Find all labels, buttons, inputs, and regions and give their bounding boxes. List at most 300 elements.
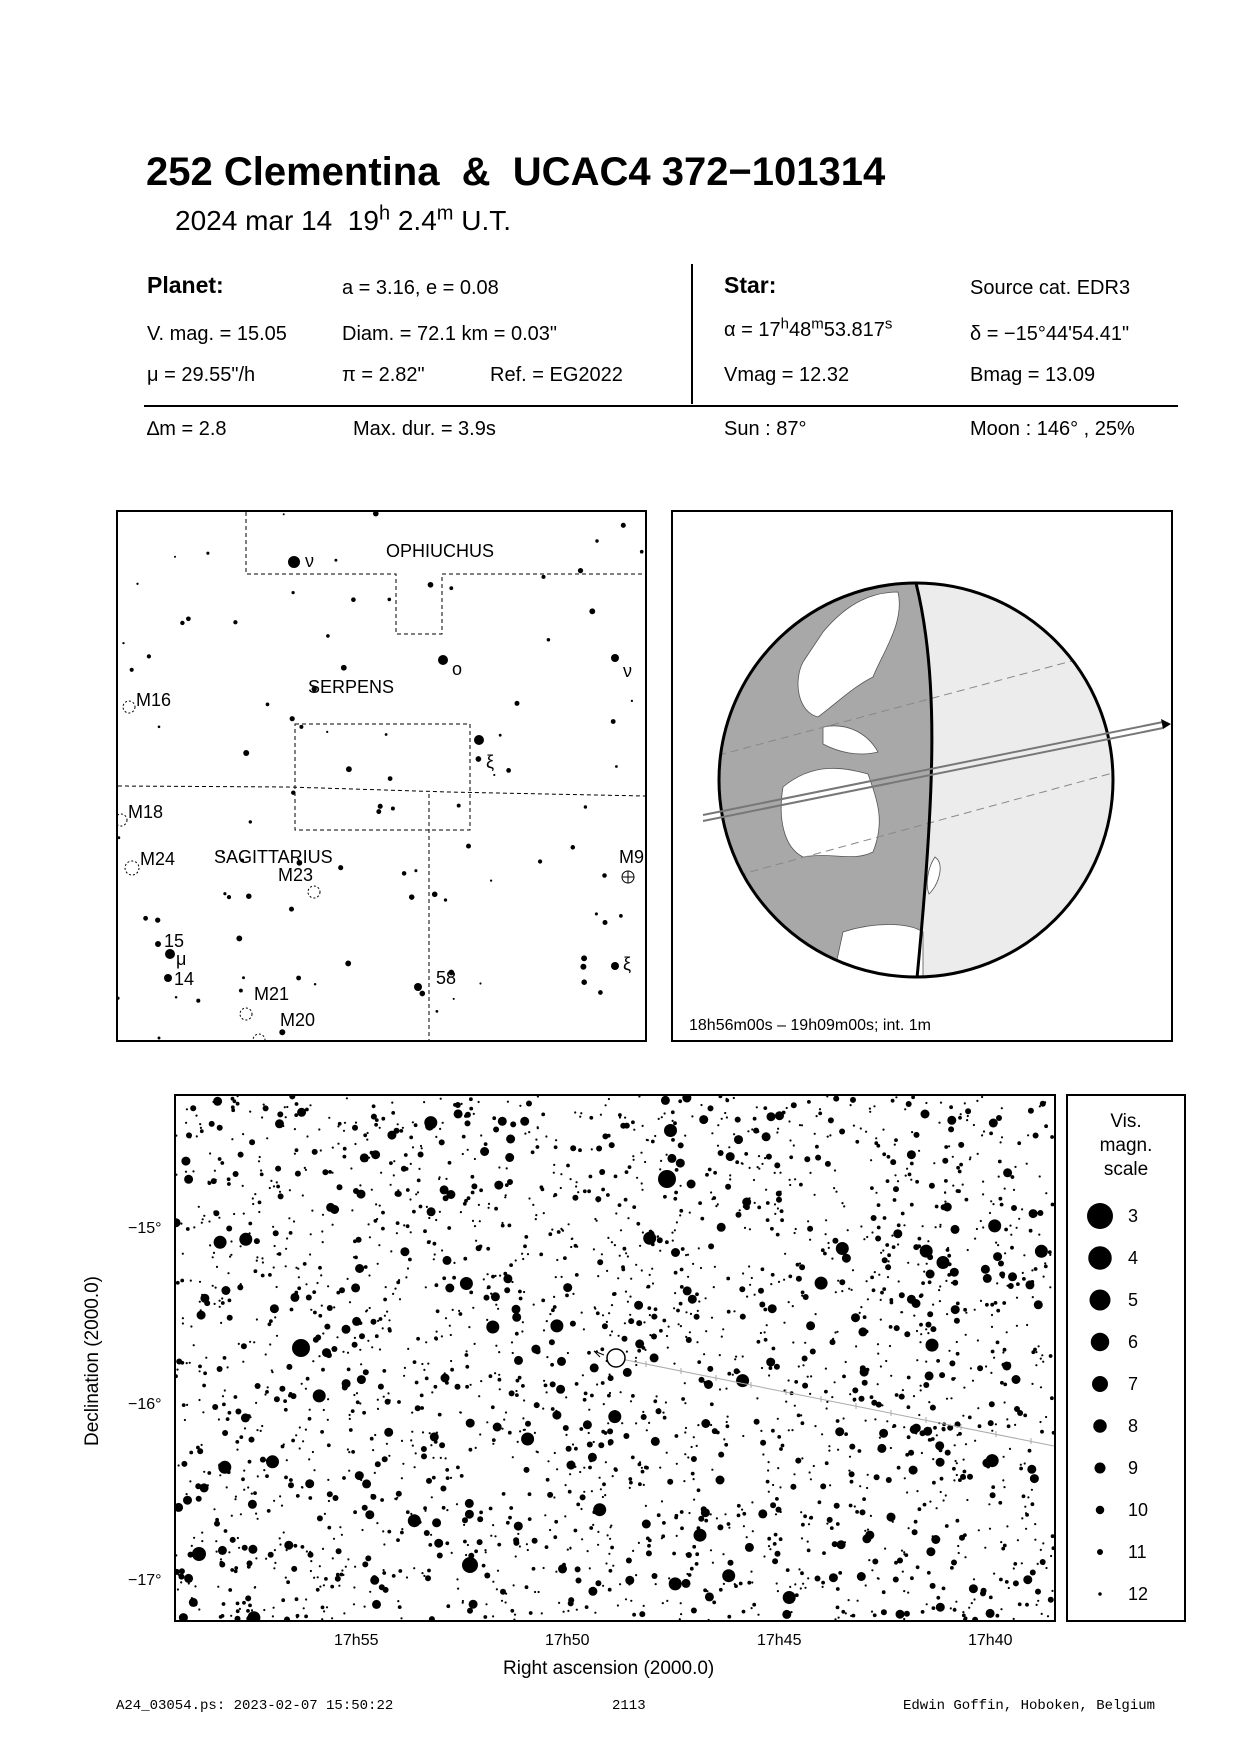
field-star [704, 1426, 706, 1428]
field-star [1011, 1175, 1015, 1179]
field-star [476, 1245, 482, 1251]
field-star [936, 1603, 945, 1612]
field-star [903, 1618, 905, 1620]
field-star [1051, 1203, 1054, 1207]
field-star [821, 1433, 823, 1435]
field-star [433, 1242, 437, 1246]
field-star [323, 1409, 325, 1411]
field-bright-star [462, 1557, 478, 1573]
field-star [879, 1429, 888, 1438]
field-star [786, 1568, 790, 1572]
field-star [379, 1127, 381, 1129]
field-star [431, 1391, 433, 1393]
field-star [606, 1193, 610, 1197]
field-star [892, 1521, 894, 1523]
field-star [208, 1220, 210, 1222]
field-star [904, 1331, 910, 1337]
field-star [463, 1540, 467, 1544]
field-star [242, 1361, 244, 1363]
field-star [875, 1236, 881, 1242]
field-star [612, 1475, 614, 1477]
field-star [494, 1181, 503, 1190]
field-star [599, 1477, 601, 1479]
field-star [872, 1288, 876, 1292]
field-star [876, 1402, 882, 1408]
field-star [695, 1292, 699, 1296]
field-star [359, 1184, 361, 1186]
field-star [276, 1335, 278, 1337]
field-star [276, 1185, 280, 1189]
field-star [624, 1123, 630, 1129]
field-star [660, 1160, 662, 1162]
field-star [828, 1247, 830, 1249]
field-star [403, 1224, 405, 1226]
field-star [958, 1142, 964, 1148]
field-star [666, 1452, 668, 1454]
field-star [284, 1476, 288, 1480]
field-star [606, 1270, 608, 1272]
field-star [859, 1312, 861, 1314]
field-star [955, 1601, 957, 1603]
field-star [465, 1365, 469, 1369]
field-star [501, 1224, 505, 1228]
field-star [685, 1336, 687, 1338]
field-star [956, 1462, 958, 1464]
field-star [679, 1209, 683, 1213]
field-star [227, 1315, 233, 1321]
field-star [845, 1361, 847, 1363]
field-star [867, 1474, 869, 1476]
field-star [383, 1396, 385, 1398]
field-star [950, 1397, 952, 1399]
field-star [918, 1150, 920, 1152]
field-star [930, 1326, 936, 1332]
field-star [634, 1301, 643, 1310]
field-star [523, 1244, 527, 1248]
field-star [234, 1566, 238, 1570]
field-star [382, 1369, 386, 1373]
finder-star [506, 768, 511, 773]
field-star [695, 1562, 699, 1566]
field-star [800, 1571, 804, 1575]
finder-star [351, 597, 356, 602]
field-star [949, 1105, 953, 1109]
field-star [691, 1456, 697, 1462]
field-star [766, 1480, 770, 1484]
field-star [212, 1285, 214, 1287]
field-star [581, 1538, 583, 1540]
field-star [915, 1180, 919, 1184]
field-star [678, 1099, 682, 1103]
field-star [698, 1201, 702, 1205]
field-star [948, 1145, 950, 1147]
ra-seconds: 53.817 [823, 319, 885, 341]
field-star [534, 1402, 540, 1408]
field-star [651, 1334, 657, 1340]
field-star [608, 1375, 614, 1381]
y-tick-16: −16° [128, 1396, 162, 1413]
field-star [180, 1361, 184, 1365]
field-star [842, 1254, 851, 1263]
field-star [936, 1359, 940, 1363]
field-star [475, 1447, 477, 1449]
field-star [939, 1372, 945, 1378]
field-star [1050, 1555, 1052, 1557]
field-star [567, 1352, 569, 1354]
field-star [985, 1365, 987, 1367]
field-star [801, 1124, 803, 1126]
field-star [490, 1535, 492, 1537]
field-star [396, 1538, 400, 1542]
field-star [688, 1295, 697, 1304]
field-star [995, 1423, 997, 1425]
field-star [1016, 1297, 1018, 1299]
field-star [509, 1390, 515, 1396]
field-star [273, 1500, 275, 1502]
field-star [373, 1151, 375, 1153]
field-star [614, 1244, 616, 1246]
field-star [524, 1133, 526, 1135]
field-star [873, 1613, 877, 1617]
field-star [243, 1470, 245, 1472]
field-star [874, 1474, 880, 1480]
finder-star [449, 586, 453, 590]
field-star [318, 1266, 322, 1270]
field-star [1000, 1141, 1002, 1143]
field-star [989, 1212, 991, 1214]
field-star [212, 1256, 214, 1258]
field-star [296, 1616, 298, 1618]
field-star [735, 1356, 737, 1358]
field-star [393, 1174, 395, 1176]
finder-star [428, 582, 434, 588]
field-star [508, 1431, 512, 1435]
field-star [176, 1218, 181, 1227]
field-star [411, 1431, 413, 1433]
field-star [1029, 1209, 1038, 1218]
field-star [372, 1104, 376, 1108]
field-star [188, 1582, 190, 1584]
field-star [297, 1108, 306, 1117]
field-star [794, 1178, 796, 1180]
field-star [742, 1355, 744, 1357]
field-star [722, 1328, 724, 1330]
field-star [1022, 1272, 1024, 1274]
field-star [551, 1229, 553, 1231]
field-star [439, 1442, 445, 1448]
field-star [438, 1178, 440, 1180]
field-star [742, 1512, 746, 1516]
field-star [808, 1523, 810, 1525]
field-star [647, 1544, 651, 1548]
field-star [779, 1486, 781, 1488]
finder-star [283, 513, 285, 515]
magnitude-legend [1066, 1094, 1186, 1622]
field-star [641, 1189, 643, 1191]
field-star [902, 1389, 904, 1391]
field-star [871, 1611, 873, 1613]
star-source-catalog: Source cat. EDR3 [970, 277, 1131, 299]
field-star [465, 1385, 469, 1389]
field-star [237, 1537, 239, 1539]
field-star [425, 1341, 427, 1343]
field-star [256, 1429, 258, 1431]
field-star [247, 1486, 249, 1488]
field-star [519, 1430, 521, 1432]
field-star [940, 1491, 942, 1493]
finder-star [334, 559, 337, 562]
field-star [636, 1320, 642, 1326]
field-star [501, 1600, 503, 1602]
field-star [800, 1511, 802, 1513]
field-star [306, 1295, 312, 1301]
field-star [575, 1382, 579, 1386]
field-star [684, 1453, 686, 1455]
field-star [976, 1228, 978, 1230]
finder-star [206, 552, 209, 555]
field-star [494, 1207, 498, 1211]
field-star [905, 1175, 907, 1177]
field-star [717, 1124, 719, 1126]
field-star [951, 1305, 960, 1314]
field-star [505, 1153, 514, 1162]
field-star [963, 1459, 965, 1461]
field-star [836, 1331, 838, 1333]
field-star [474, 1549, 478, 1553]
field-star [1035, 1589, 1041, 1595]
field-star [333, 1495, 339, 1501]
field-star [831, 1258, 833, 1260]
field-star [927, 1341, 931, 1345]
field-star [803, 1514, 807, 1518]
field-star [604, 1494, 606, 1496]
field-star [696, 1445, 698, 1447]
field-star [551, 1308, 555, 1312]
field-star [917, 1263, 919, 1265]
label-star-nu-east: ν [623, 661, 632, 681]
field-star [1021, 1562, 1023, 1564]
event-hour: 19 [347, 205, 379, 236]
field-star [628, 1318, 634, 1324]
field-star [1001, 1107, 1003, 1109]
field-star [569, 1473, 571, 1475]
field-star [437, 1553, 443, 1559]
field-star [472, 1220, 474, 1222]
field-star [569, 1547, 571, 1549]
field-star [1028, 1108, 1034, 1114]
field-star [849, 1444, 855, 1450]
field-star [553, 1496, 555, 1498]
field-star [907, 1150, 916, 1159]
finder-star [236, 935, 242, 941]
field-star [335, 1576, 341, 1582]
field-star [322, 1548, 324, 1550]
field-star [426, 1478, 432, 1484]
field-star [996, 1115, 1002, 1121]
field-star [389, 1399, 391, 1401]
field-star [464, 1114, 468, 1118]
finder-bright-star [164, 974, 172, 982]
field-star [308, 1417, 312, 1421]
field-star [563, 1256, 567, 1260]
field-star [434, 1336, 438, 1340]
field-star [845, 1612, 847, 1614]
field-star [359, 1333, 365, 1339]
field-star [593, 1248, 595, 1250]
field-star [671, 1248, 680, 1257]
field-star [313, 1577, 315, 1579]
field-star [286, 1237, 288, 1239]
field-star [241, 1343, 247, 1349]
field-star [327, 1479, 329, 1481]
finder-star [180, 621, 184, 625]
field-star [387, 1131, 396, 1140]
field-star [1008, 1272, 1017, 1281]
field-star [442, 1506, 446, 1510]
finder-star [147, 654, 151, 658]
field-star [264, 1393, 266, 1395]
field-star [507, 1179, 513, 1185]
field-star [432, 1518, 441, 1527]
field-star [423, 1101, 425, 1103]
field-star [679, 1618, 681, 1620]
field-star [387, 1530, 391, 1534]
field-star [776, 1582, 778, 1584]
field-star [556, 1259, 558, 1261]
field-star [480, 1380, 482, 1382]
field-star [627, 1217, 629, 1219]
field-star [561, 1276, 563, 1278]
field-star [176, 1174, 178, 1176]
field-star [757, 1166, 759, 1168]
field-star [379, 1584, 385, 1590]
field-star [710, 1513, 712, 1515]
field-star [1003, 1486, 1005, 1488]
field-star [209, 1244, 211, 1246]
field-star [450, 1334, 452, 1336]
field-star [377, 1263, 379, 1265]
field-star [929, 1183, 935, 1189]
field-star [455, 1384, 461, 1390]
field-star [494, 1535, 496, 1537]
field-star [375, 1461, 381, 1467]
field-star [668, 1326, 670, 1328]
finder-star [631, 700, 633, 702]
field-star [751, 1501, 753, 1503]
field-star [981, 1096, 983, 1098]
field-star [398, 1605, 402, 1609]
field-star [832, 1238, 838, 1244]
field-star [427, 1576, 431, 1580]
field-star [874, 1271, 876, 1273]
field-star [687, 1456, 689, 1458]
field-star [882, 1152, 886, 1156]
finder-star [346, 766, 352, 772]
field-star [752, 1530, 754, 1532]
field-star [1013, 1189, 1015, 1191]
field-star [982, 1193, 984, 1195]
field-star [1048, 1250, 1052, 1254]
field-star [751, 1128, 753, 1130]
field-star [248, 1460, 252, 1464]
field-star [218, 1217, 220, 1219]
field-star [710, 1549, 712, 1551]
field-star [698, 1300, 700, 1302]
finder-star [143, 916, 148, 921]
field-star [906, 1491, 908, 1493]
field-star [328, 1500, 330, 1502]
field-star [742, 1198, 751, 1207]
field-star [343, 1612, 345, 1614]
field-star [537, 1126, 539, 1128]
field-star [607, 1422, 609, 1424]
field-star [1008, 1283, 1014, 1289]
field-star [661, 1116, 663, 1118]
field-star [396, 1221, 400, 1225]
field-star [871, 1231, 873, 1233]
field-star [446, 1476, 450, 1480]
field-star [1020, 1464, 1022, 1466]
field-star [608, 1439, 614, 1445]
field-star [717, 1524, 723, 1530]
finder-star [414, 869, 417, 872]
field-star [729, 1174, 731, 1176]
finder-star [490, 879, 492, 881]
field-star [658, 1118, 660, 1120]
field-star [664, 1124, 677, 1137]
field-star [733, 1310, 735, 1312]
field-star [349, 1418, 351, 1420]
field-star [244, 1427, 246, 1429]
field-star [851, 1313, 860, 1322]
field-star [993, 1252, 1002, 1261]
field-star [1038, 1345, 1040, 1347]
field-star [291, 1096, 293, 1098]
field-star [943, 1499, 945, 1501]
field-star [926, 1263, 928, 1265]
field-star [294, 1153, 296, 1155]
field-star [176, 1503, 183, 1512]
finder-star [391, 806, 395, 810]
field-star [303, 1262, 307, 1266]
field-star [763, 1308, 767, 1312]
field-star [468, 1326, 470, 1328]
field-star [789, 1586, 791, 1588]
field-star [199, 1370, 201, 1372]
field-star [972, 1380, 974, 1382]
field-star [698, 1247, 700, 1249]
field-star [413, 1567, 415, 1569]
m24-marker [125, 861, 139, 875]
field-star [964, 1102, 966, 1104]
field-star [233, 1171, 239, 1177]
field-star [814, 1425, 816, 1427]
field-star [478, 1204, 480, 1206]
field-star [916, 1565, 920, 1569]
field-star [945, 1280, 947, 1282]
field-star [775, 1513, 777, 1515]
field-star [1031, 1502, 1035, 1506]
field-star [911, 1096, 915, 1099]
field-star [777, 1128, 779, 1130]
field-star [815, 1155, 821, 1161]
field-star [619, 1583, 621, 1585]
field-star [198, 1608, 200, 1610]
field-star [697, 1360, 701, 1364]
field-star [504, 1287, 510, 1293]
finder-star [326, 634, 330, 638]
field-star [836, 1522, 840, 1526]
